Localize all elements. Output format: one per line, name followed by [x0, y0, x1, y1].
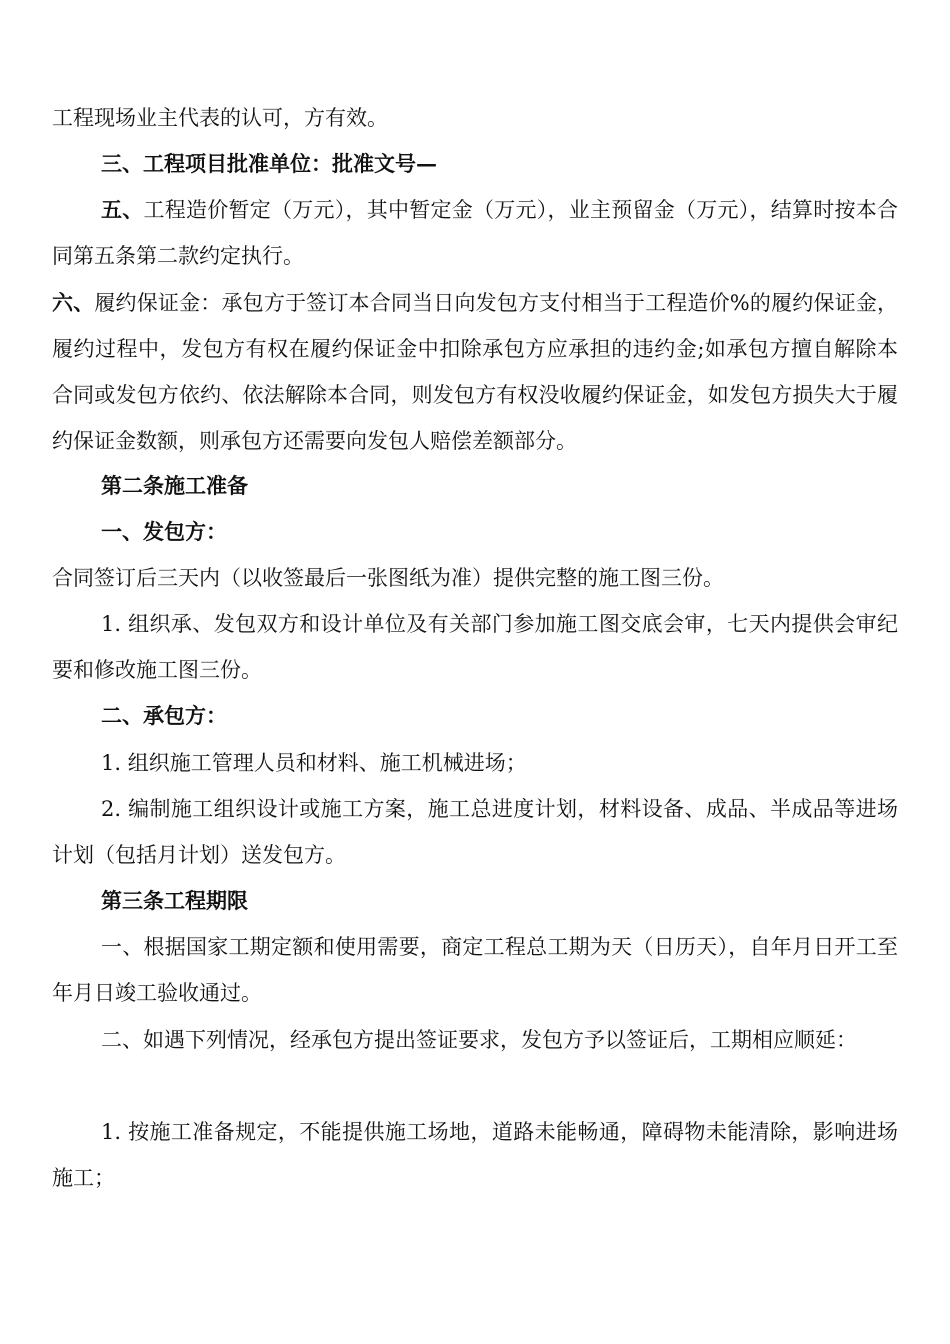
clause-number: 五、: [101, 197, 144, 222]
paragraph-continuation: 工程现场业主代表的认可，方有效。: [52, 106, 388, 130]
paragraph-extension-conditions: 二、如遇下列情况，经承包方提出签证要求，发包方予以签证后，工期相应顺延：: [101, 1028, 857, 1052]
clause-approval-unit: 三、工程项目批准单位：批准文号—: [101, 151, 437, 176]
clause-performance-bond: [52, 280, 898, 464]
list-item: 1. 按施工准备规定，不能提供施工场地，道路未能畅通，障碍物未能清除，影响进场施工；: [52, 1120, 898, 1190]
article-heading-duration: 第三条工程期限: [101, 888, 248, 913]
clause-project-cost: [52, 187, 898, 279]
list-item: 1. 组织施工管理人员和材料、施工机械进场；: [101, 751, 527, 775]
article-heading-preparation: 第二条施工准备: [101, 473, 248, 498]
list-item: 2. 编制施工组织设计或施工方案，施工总进度计划，材料设备、成品、半成品等进场计划（包括月计划）送发包方。: [52, 797, 898, 867]
paragraph-total-duration: 一、根据国家工期定额和使用需要，商定工程总工期为天（日历天），自年月日开工至年月日竣工验收通过。: [52, 935, 898, 1005]
section-heading-employer: 一、发包方：: [101, 519, 227, 544]
clause-text: 工程造价暂定（万元），其中暂定金（万元），业主预留金（万元），结算时按本合同第五条第二款约定执行。: [52, 198, 898, 268]
section-heading-contractor: 二、承包方：: [101, 703, 227, 728]
paragraph-drawings: 合同签订后三天内（以收签最后一张图纸为准）提供完整的施工图三份。: [52, 566, 724, 590]
clause-text: 履约保证金：承包方于签订本合同当日向发包方支付相当于工程造价%的履约保证金，履约过程中，发包方有权在履约保证金中扣除承包方应承担的违约金;如承包方擅自解除本合同或发包方依约、依法解除本合同，则发包方有权没收履约保证金，如发包方损失大于履约保证金数额，则承包方还需要向发包人赔偿差额部分。: [52, 291, 899, 453]
list-item: 1. 组织承、发包双方和设计单位及有关部门参加施工图交底会审，七天内提供会审纪要和修改施工图三份。: [52, 612, 898, 682]
clause-number: 六、: [52, 290, 95, 315]
